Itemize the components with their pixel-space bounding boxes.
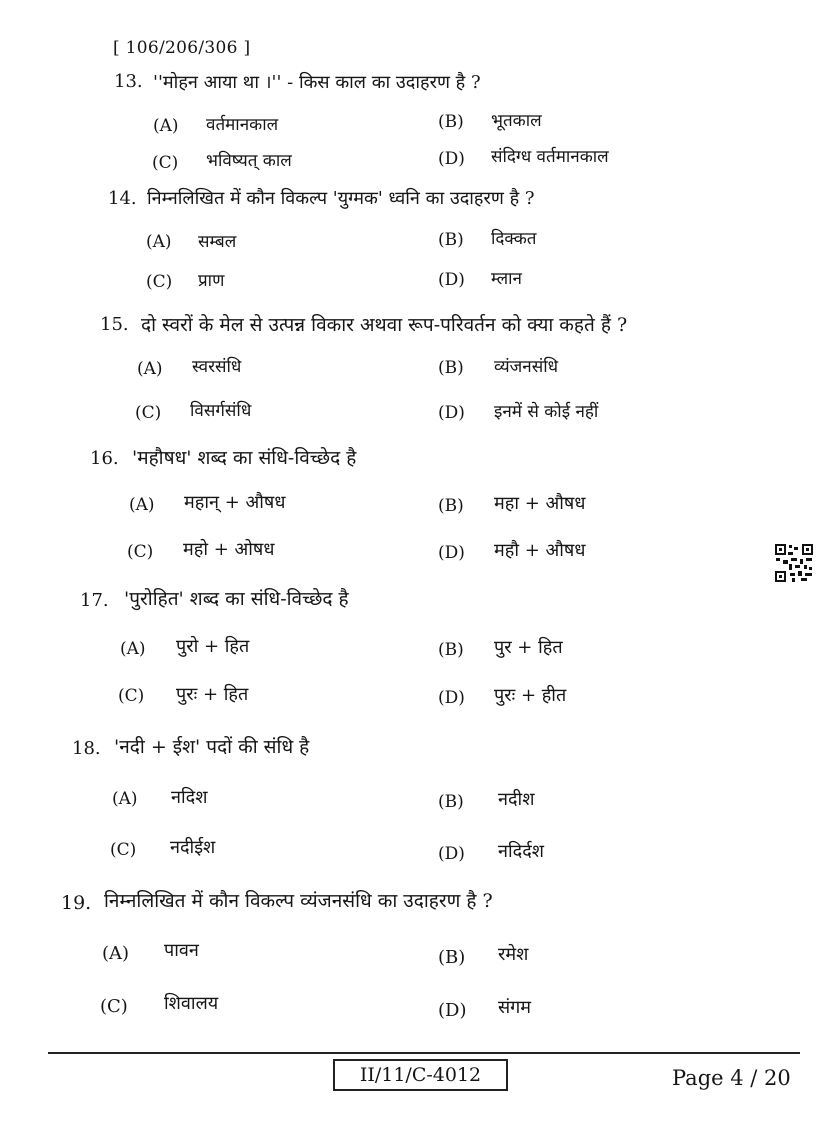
question-number: 15.	[100, 314, 129, 335]
option-text: नदीईश	[170, 837, 216, 858]
option-label: (C)	[127, 542, 154, 562]
option-label: (B)	[438, 230, 464, 250]
question-text: 'पुरोहित' शब्द का संधि-विच्छेद है	[124, 588, 349, 610]
option-label: (D)	[438, 543, 465, 563]
option-label: (A)	[102, 943, 130, 964]
option-text: भूतकाल	[491, 111, 542, 131]
option-text: संगम	[498, 997, 532, 1018]
option-text: इनमें से कोई नहीं	[494, 402, 599, 422]
option-text: नदिश	[171, 787, 208, 808]
question-text: 'महौषध' शब्द का संधि-विच्छेद है	[132, 447, 357, 469]
option-text: व्यंजनसंधि	[494, 357, 559, 377]
qr-code-icon	[774, 543, 814, 583]
option-text: महान् + औषध	[184, 492, 286, 513]
option-label: (C)	[146, 272, 173, 292]
option-text: वर्तमानकाल	[206, 115, 279, 135]
option-label: (C)	[152, 153, 179, 173]
paper-code: [ 106/206/306 ]	[113, 38, 251, 58]
question-number: 13.	[114, 71, 143, 92]
question-number: 16.	[90, 448, 119, 469]
option-text: शिवालय	[164, 993, 219, 1014]
option-label: (C)	[100, 996, 128, 1017]
question-number: 14.	[108, 188, 137, 209]
option-label: (B)	[438, 947, 466, 968]
option-label: (D)	[438, 688, 465, 708]
option-text: पुरः + हित	[176, 684, 249, 705]
option-text: पावन	[164, 940, 199, 961]
option-label: (B)	[438, 640, 464, 660]
option-text: नदीश	[498, 789, 535, 810]
option-label: (D)	[438, 149, 465, 169]
option-text: संदिग्ध वर्तमानकाल	[491, 147, 609, 167]
option-text: महौ + औषध	[494, 540, 586, 561]
option-label: (C)	[118, 686, 145, 706]
option-text: महो + ओषध	[183, 539, 275, 560]
option-label: (A)	[153, 116, 179, 136]
question-number: 19.	[61, 892, 92, 914]
option-text: रमेश	[498, 944, 529, 965]
option-text: म्लान	[491, 269, 522, 289]
option-text: स्वरसंधि	[192, 357, 242, 377]
option-label: (A)	[120, 639, 146, 659]
footer-divider	[48, 1052, 800, 1054]
question-number: 18.	[72, 738, 101, 759]
option-text: भविष्यत् काल	[206, 151, 292, 171]
option-text: पुर + हित	[494, 637, 563, 658]
option-text: महा + औषध	[494, 493, 586, 514]
option-label: (B)	[438, 358, 464, 378]
exam-code: II/11/C-4012	[333, 1059, 508, 1091]
option-label: (D)	[438, 403, 465, 423]
question-number: 17.	[80, 590, 109, 611]
option-text: दिक्कत	[491, 229, 537, 249]
option-label: (D)	[438, 1000, 467, 1021]
question-text: दो स्वरों के मेल से उत्पन्न विकार अथवा रूप-परिवर्तन को क्या कहते हैं ?	[141, 314, 628, 336]
option-label: (B)	[438, 496, 464, 516]
option-text: सम्बल	[198, 232, 237, 252]
option-text: पुरो + हित	[176, 636, 250, 657]
option-label: (A)	[129, 495, 155, 515]
option-label: (D)	[438, 844, 465, 864]
option-label: (C)	[110, 840, 137, 860]
page-number: Page 4 / 20	[672, 1066, 791, 1090]
option-label: (B)	[438, 792, 464, 812]
option-label: (B)	[438, 112, 464, 132]
question-text: ''मोहन आया था ।'' - किस काल का उदाहरण है ?	[153, 72, 481, 93]
option-text: विसर्गसंधि	[190, 401, 252, 421]
option-text: प्राण	[198, 271, 225, 291]
option-text: पुरः + हीत	[494, 685, 567, 706]
option-label: (C)	[135, 403, 162, 423]
question-text: निम्नलिखित में कौन विकल्प 'युग्मक' ध्वनि का उदाहरण है ?	[147, 188, 535, 209]
option-text: नदिर्दश	[498, 841, 545, 862]
option-label: (A)	[137, 359, 163, 379]
question-text: 'नदी + ईश' पदों की संधि है	[114, 736, 310, 758]
option-label: (D)	[438, 270, 465, 290]
option-label: (A)	[112, 789, 138, 809]
option-label: (A)	[146, 232, 172, 252]
question-text: निम्नलिखित में कौन विकल्प व्यंजनसंधि का उदाहरण है ?	[104, 890, 493, 912]
